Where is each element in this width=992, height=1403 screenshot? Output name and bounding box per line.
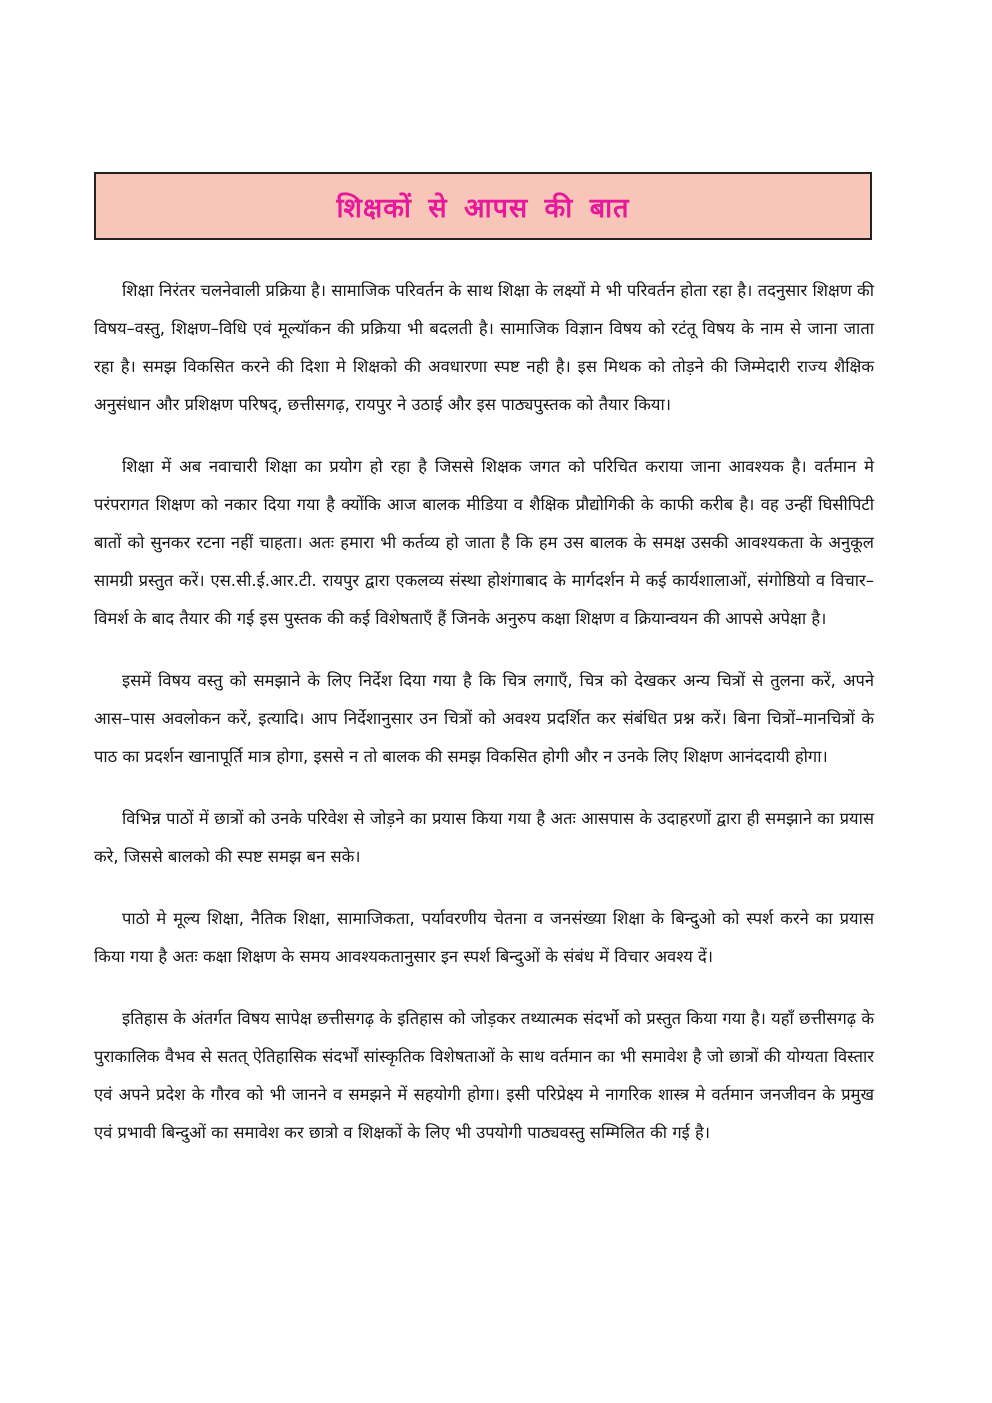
paragraph-1: शिक्षा निरंतर चलनेवाली प्रक्रिया है। सामाजिक परिवर्तन के साथ शिक्षा के लक्ष्यों मे भी परिवर्तन होता रहा है। तदनुसार शिक्षण की विषय–वस्तु, शिक्षण–विधि एवं मूल्यॉकन की प्रक्रिया भी बदलती है। सामाजिक विज्ञान विषय को रटंतू विषय के नाम से जाना जाता रहा है। समझ विकसित करने की दिशा मे शिक्षको की अवधारणा स्पष्ट नही है। इस मिथक को तोड़ने की जिम्मेदारी राज्य शैक्षिक अनुसंधान और प्रशिक्षण परिषद्, छत्तीसगढ़, रायपुर ने उठाई और इस पाठ्यपुस्तक को तैयार किया। — [94, 281, 874, 414]
paragraph-2: शिक्षा में अब नवाचारी शिक्षा का प्रयोग हो रहा है जिससे शिक्षक जगत को परिचित कराया जाना आवश्यक है। वर्तमान मे परंपरागत शिक्षण को नकार दिया गया है क्योंकि आज बालक मीडिया व शैक्षिक प्रौद्योगिकी के काफी करीब है। वह उन्हीं घिसीपिटी बातों को सुनकर रटना नहीं चाहता। अतः हमारा भी कर्तव्य हो जाता है कि हम उस बालक के समक्ष उसकी आवश्यकता के अनुकूल सामग्री प्रस्तुत करें। एस.सी.ई.आर.टी. रायपुर द्वारा एकलव्य संस्था होशंगाबाद के मार्गदर्शन मे कई कार्यशालाओं, संगोष्ठियो व विचार–विमर्श के बाद तैयार की गई इस पुस्तक की कई विशेषताएँ हैं जिनके अनुरुप कक्षा शिक्षण व क्रियान्वयन की आपसे अपेक्षा है। — [94, 457, 874, 628]
paragraph-5: पाठो मे मूल्य शिक्षा, नैतिक शिक्षा, सामाजिकता, पर्यावरणीय चेतना व जनसंख्या शिक्षा के बिन्दुओ को स्पर्श करने का प्रयास किया गया है अतः कक्षा शिक्षण के समय आवश्यकतानुसार इन स्पर्श बिन्दुओं के संबंध में विचार अवश्य दें। — [94, 909, 874, 966]
page-title: शिक्षकों से आपस की बात — [336, 192, 630, 224]
paragraph-3: इसमें विषय वस्तु को समझाने के लिए निर्देश दिया गया है कि चित्र लगाएँ, चित्र को देखकर अन्य चित्रों से तुलना करें, अपने आस–पास अवलोकन करें, इत्यादि। आप निर्देशानुसार उन चित्रों को अवश्य प्रदर्शित कर संबंधित प्रश्न करें। बिना चित्रों–मानचित्रों के पाठ का प्रदर्शन खानापूर्ति मात्र होगा, इससे न तो बालक की समझ विकसित होगी और न उनके लिए शिक्षण आनंददायी होगा। — [94, 671, 874, 766]
paragraph-6: इतिहास के अंतर्गत विषय सापेक्ष छत्तीसगढ़ के इतिहास को जोड़कर तथ्यात्मक संदर्भो को प्रस्तुत किया गया है। यहाँ छत्तीसगढ़ के पुराकालिक वैभव से सतत् ऐतिहासिक संदर्भों सांस्कृतिक विशेषताओं के साथ वर्तमान का भी समावेश है जो छात्रों की योग्यता विस्तार एवं अपने प्रदेश के गौरव को भी जानने व समझने में सहयोगी होगा। इसी परिप्रेक्ष्य मे नागरिक शास्त्र मे वर्तमान जनजीवन के प्रमुख एवं प्रभावी बिन्दुओं का समावेश कर छात्रो व शिक्षकों के लिए भी उपयोगी पाठ्यवस्तु सम्मिलित की गई है। — [94, 1009, 874, 1142]
paragraph-4: विभिन्न पाठों में छात्रों को उनके परिवेश से जोड़ने का प्रयास किया गया है अतः आसपास के उदाहरणों द्वारा ही समझाने का प्रयास करे, जिससे बालको की स्पष्ट समझ बन सके। — [94, 809, 874, 866]
heading-box — [94, 172, 872, 240]
body-text — [94, 272, 874, 1176]
